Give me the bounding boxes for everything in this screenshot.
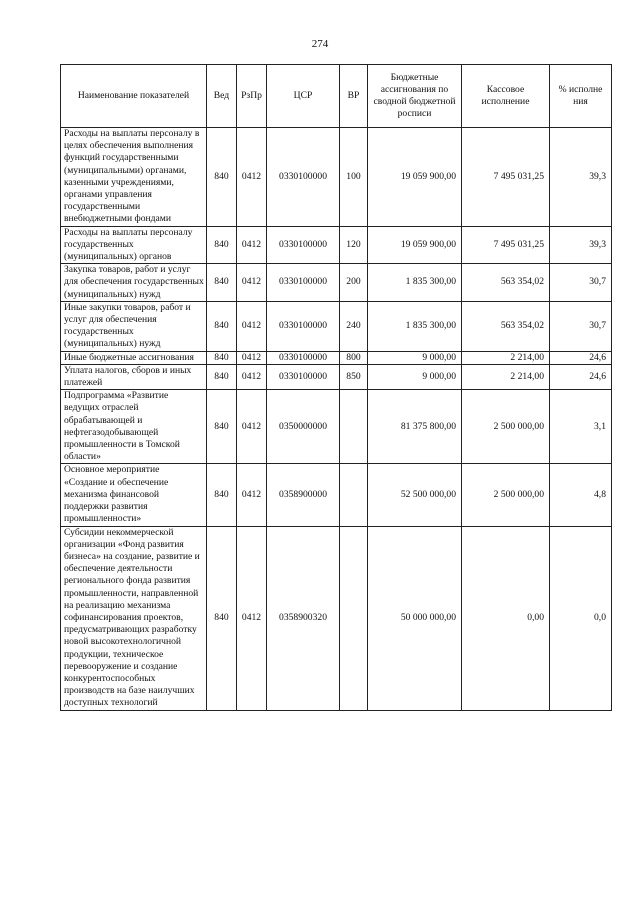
header-vr: ВР	[340, 65, 368, 128]
row-name: Закупка товаров, работ и услуг для обеспечения государственных (муниципальных) нужд	[61, 264, 207, 302]
table-row	[61, 301, 612, 351]
row-cash: 2 500 000,00	[462, 464, 550, 526]
row-percent: 0,0	[550, 526, 612, 710]
header-ved: Вед	[207, 65, 237, 128]
row-csr: 0330100000	[267, 364, 340, 389]
row-ved: 840	[207, 128, 237, 227]
row-name: Подпрограмма «Развитие ведущих отраслей обрабатывающей и нефтегазодобывающей промышленности в Томской области»	[61, 390, 207, 464]
row-cash: 0,00	[462, 526, 550, 710]
header-percent: % исполне ния	[550, 65, 612, 128]
row-percent: 39,3	[550, 128, 612, 227]
row-name: Основное мероприятие «Создание и обеспечение механизма финансовой поддержки развития промышленности»	[61, 464, 207, 526]
header-budget: Бюджетные ассигнования по сводной бюджетной росписи	[368, 65, 462, 128]
row-percent: 24,6	[550, 351, 612, 364]
row-ved: 840	[207, 526, 237, 710]
row-percent: 24,6	[550, 364, 612, 389]
row-cash: 7 495 031,25	[462, 226, 550, 264]
table-row	[61, 364, 612, 389]
row-cash: 563 354,02	[462, 301, 550, 351]
row-vr: 850	[340, 364, 368, 389]
table-row	[61, 464, 612, 526]
row-vr	[340, 526, 368, 710]
row-budget: 1 835 300,00	[368, 264, 462, 302]
row-csr: 0358900320	[267, 526, 340, 710]
row-name: Субсидии некоммерческой организации «Фонд развития бизнеса» на создание, развитие и обеспечение деятельности регионального фонда развития промышленности, направленной на реализацию механизма софинансирования проектов, предусматривающих разработку новой высокотехнологичной продукции, техническое перевооружение и создание конкурентоспособных производств на базе наилучших доступных технологий	[61, 526, 207, 710]
row-ved: 840	[207, 301, 237, 351]
row-vr: 200	[340, 264, 368, 302]
row-vr	[340, 390, 368, 464]
row-csr: 0330100000	[267, 128, 340, 227]
row-budget: 19 059 900,00	[368, 128, 462, 227]
row-cash: 7 495 031,25	[462, 128, 550, 227]
row-rzpr: 0412	[237, 301, 267, 351]
row-cash: 2 214,00	[462, 351, 550, 364]
row-ved: 840	[207, 226, 237, 264]
row-cash: 2 500 000,00	[462, 390, 550, 464]
table-row	[61, 128, 612, 227]
row-percent: 30,7	[550, 264, 612, 302]
budget-execution-table	[60, 64, 612, 711]
row-ved: 840	[207, 351, 237, 364]
table-row	[61, 226, 612, 264]
row-csr: 0330100000	[267, 301, 340, 351]
row-csr: 0330100000	[267, 264, 340, 302]
table-row	[61, 390, 612, 464]
row-percent: 30,7	[550, 301, 612, 351]
row-percent: 4,8	[550, 464, 612, 526]
row-csr: 0358900000	[267, 464, 340, 526]
row-percent: 39,3	[550, 226, 612, 264]
row-vr: 800	[340, 351, 368, 364]
row-name: Иные закупки товаров, работ и услуг для обеспечения государственных (муниципальных) нужд	[61, 301, 207, 351]
row-vr	[340, 464, 368, 526]
page-number: 274	[311, 38, 329, 50]
row-cash: 2 214,00	[462, 364, 550, 389]
row-csr: 0350000000	[267, 390, 340, 464]
row-csr: 0330100000	[267, 351, 340, 364]
row-budget: 52 500 000,00	[368, 464, 462, 526]
row-cash: 563 354,02	[462, 264, 550, 302]
row-rzpr: 0412	[237, 351, 267, 364]
row-rzpr: 0412	[237, 264, 267, 302]
row-budget: 19 059 900,00	[368, 226, 462, 264]
row-name: Уплата налогов, сборов и иных платежей	[61, 364, 207, 389]
row-csr: 0330100000	[267, 226, 340, 264]
row-vr: 240	[340, 301, 368, 351]
row-rzpr: 0412	[237, 526, 267, 710]
row-percent: 3,1	[550, 390, 612, 464]
header-rzpr: РзПр	[237, 65, 267, 128]
header-name: Наименование показателей	[61, 65, 207, 128]
table-row	[61, 351, 612, 364]
row-name: Иные бюджетные ассигнования	[61, 351, 207, 364]
table-row	[61, 264, 612, 302]
row-budget: 1 835 300,00	[368, 301, 462, 351]
row-budget: 9 000,00	[368, 364, 462, 389]
row-name: Расходы на выплаты персоналу государственных (муниципальных) органов	[61, 226, 207, 264]
header-cash: Кассовое исполнение	[462, 65, 550, 128]
row-rzpr: 0412	[237, 464, 267, 526]
header-csr: ЦСР	[267, 65, 340, 128]
row-rzpr: 0412	[237, 364, 267, 389]
row-name: Расходы на выплаты персоналу в целях обеспечения выполнения функций государственными (муниципальными) органами, казенными учреждениями, органами управления государственными внебюджетными фондами	[61, 128, 207, 227]
row-vr: 120	[340, 226, 368, 264]
row-budget: 50 000 000,00	[368, 526, 462, 710]
table-header-row	[61, 65, 612, 128]
row-rzpr: 0412	[237, 226, 267, 264]
row-ved: 840	[207, 464, 237, 526]
row-ved: 840	[207, 364, 237, 389]
row-budget: 81 375 800,00	[368, 390, 462, 464]
table-row	[61, 526, 612, 710]
row-rzpr: 0412	[237, 128, 267, 227]
row-vr: 100	[340, 128, 368, 227]
row-ved: 840	[207, 264, 237, 302]
row-rzpr: 0412	[237, 390, 267, 464]
row-ved: 840	[207, 390, 237, 464]
row-budget: 9 000,00	[368, 351, 462, 364]
